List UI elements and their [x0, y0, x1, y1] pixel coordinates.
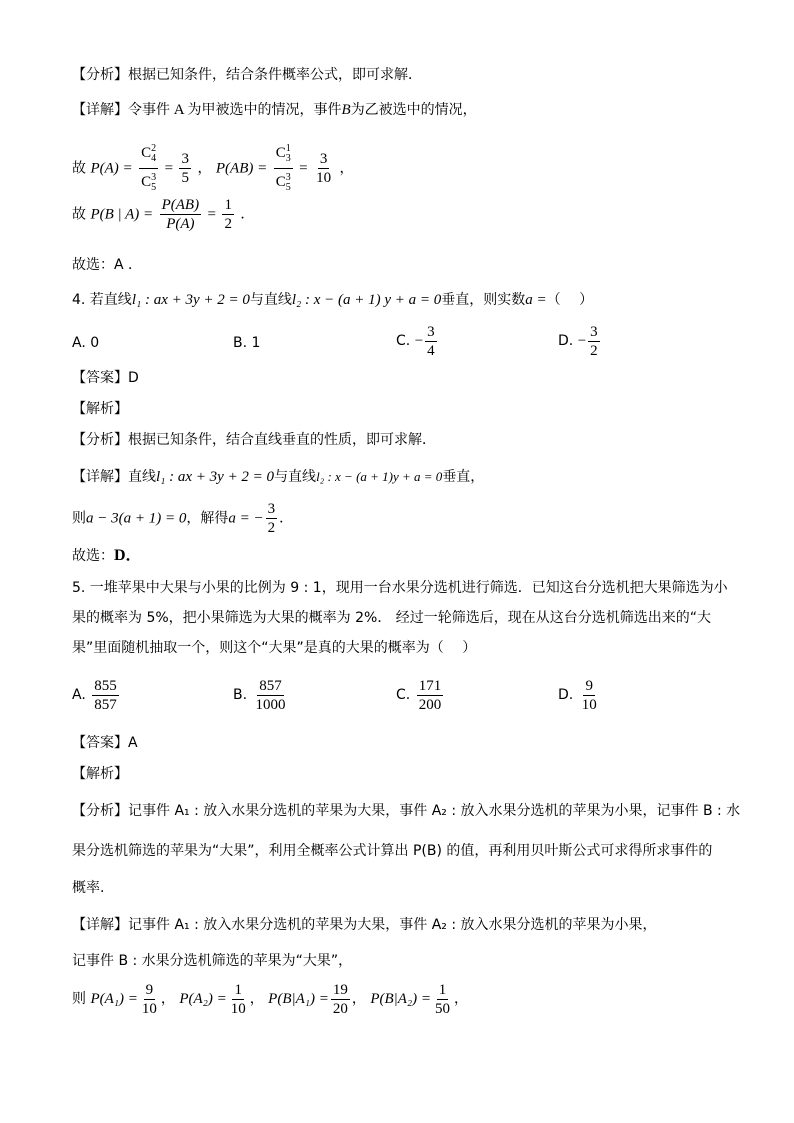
q4-jiexi: 【解析】 [72, 401, 128, 417]
p2-frac: $\frac{1}{10}$ [230, 981, 246, 1017]
text: A. [72, 687, 86, 703]
q5-detail-1: 【详解】记事件 A₁ : 放入水果分选机的苹果为大果，事件 A₂ : 放入水果分选机的苹果为小果， [72, 917, 657, 933]
q5-option-c [396, 676, 445, 714]
text: D. [558, 333, 574, 349]
q5-line-1: 5. 一堆苹果中大果与小果的比例为 9 : 1，现用一台水果分选机进行筛选．已知这台分选机把大果筛选为小 [72, 580, 728, 596]
p1-lhs: P(A₁) = [90, 991, 138, 1007]
text: 4. 若直线 [72, 292, 132, 308]
p2-lhs: P(A₂) = [179, 991, 227, 1007]
s3-analysis: 【分析】根据已知条件，结合条件概率公式，即可求解． [72, 67, 422, 83]
text: 垂直， [442, 469, 485, 485]
q5-jiexi: 【解析】 [72, 766, 128, 782]
comb-frac-2: $\frac{C^1_3}{C^3_5}$ [274, 140, 293, 197]
line-l1: l₁ : ax + 3y + 2 = 0 [156, 469, 275, 485]
event-b: B [341, 102, 351, 118]
q5-analysis-2: 果分选机筛选的苹果为“大果”，利用全概率公式计算出 P(B) 的值，再利用贝叶斯公式可求得所求事件的 [72, 843, 713, 859]
q5-line-3: 果”里面随机抽取一个，则这个“大果”是真的大果的概率为（ ） [72, 640, 477, 656]
line-l1: l₁ : ax + 3y + 2 = 0 [131, 292, 250, 308]
opt-c-frac: $\frac{3}{4}$ [427, 323, 435, 359]
eq1: a − 3(a + 1) = 0 [86, 510, 187, 527]
q4-option-b: B. 1 [233, 335, 261, 351]
text: ， [454, 991, 469, 1007]
text: ，解得 [186, 510, 229, 527]
s3-formula-2: 故 P(B | A) = $\frac{P(AB)}{P(A)}$ = $\frac{1}{2}$ ． [72, 197, 255, 232]
choice-d: D． [114, 547, 142, 564]
text: B. [233, 687, 248, 703]
q4-detail [72, 467, 484, 487]
pa-lhs: P(A) = [90, 160, 133, 177]
pba-frac: $\frac{P(AB)}{P(A)}$ [161, 197, 200, 232]
q4-option-a: A. 0 [72, 335, 100, 351]
line-l2: l₂ : x − (a + 1) y + a = 0 [291, 292, 442, 308]
text: 垂直，则实数 [441, 292, 526, 308]
s3-detail [72, 100, 477, 120]
event-a: A [170, 102, 188, 118]
a-eq: a = [525, 292, 547, 308]
q5-analysis-1: 【分析】记事件 A₁ : 放入水果分选机的苹果为大果，事件 A₂ : 放入水果分选机的苹果为小果，记事件 B : 水 [72, 803, 741, 819]
opt-b-frac: $\frac{857}{1000}$ [255, 677, 286, 713]
q5-answer: 【答案】A [72, 735, 138, 751]
text: 故选： [72, 548, 114, 564]
text: 与直线 [249, 292, 292, 308]
text: 与直线 [274, 469, 317, 485]
text: ， [339, 160, 354, 177]
text: 【详解】直线 [72, 469, 156, 485]
p1-frac: $\frac{9}{10}$ [141, 981, 157, 1017]
pa-frac: $\frac{3}{5}$ [181, 151, 189, 186]
eq2-frac: $\frac{3}{2}$ [267, 501, 276, 536]
pab-lhs: P(AB) = [215, 160, 268, 177]
q4-analysis: 【分析】根据已知条件，结合直线垂直的性质，即可求解． [72, 432, 436, 448]
q4-solve: 则a − 3(a + 1) = 0，解得a = − $\frac{3}{2}$ ． [72, 501, 294, 536]
text: 为乙被选中的情况， [350, 102, 477, 118]
opt-d-frac: $\frac{3}{2}$ [590, 323, 598, 359]
text: ， [249, 991, 264, 1007]
q5-line-2: 果的概率为 5%，把小果筛选为大果的概率为 2%． 经过一轮筛选后，现在从这台分选机筛选出来的“大 [72, 610, 712, 626]
opt-c-frac: $\frac{171}{200}$ [418, 677, 442, 713]
p4-frac: $\frac{1}{50}$ [435, 981, 451, 1017]
text: 【详解】令事件 [72, 102, 170, 118]
opt-d-frac: $\frac{9}{10}$ [581, 677, 597, 713]
q5-detail-2: 记事件 B : 水果分选机筛选的苹果为“大果”， [72, 953, 353, 969]
pab-frac: $\frac{3}{10}$ [316, 151, 332, 186]
eq2: a = − [228, 510, 264, 527]
opt-a-frac: $\frac{855}{857}$ [94, 677, 117, 713]
text: C. [396, 333, 411, 349]
s3-formula-1: 故 P(A) = $\frac{C^2_4}{C^3_5}$ = $\frac{3}{5}$ ， P(AB) = $\frac{C^1_3}{C^3_5}$ = $\frac{3}{10}$ ， [72, 140, 354, 197]
q4-stem [72, 290, 593, 310]
q5-probabilities [72, 980, 468, 1018]
pba-res-frac: $\frac{1}{2}$ [224, 197, 232, 232]
q5-option-a [72, 676, 121, 714]
text: 则 [72, 991, 86, 1007]
line-l2: l₂ : x − (a + 1)y + a = 0 [316, 469, 443, 484]
q4-option-c: C. − $\frac{3}{4}$ [396, 323, 435, 359]
text: ， [160, 991, 175, 1007]
p3-frac: $\frac{19}{20}$ [332, 981, 348, 1017]
text: ， [197, 160, 212, 177]
text: ． [240, 206, 255, 223]
text: C. [396, 687, 411, 703]
p3-lhs: P(B|A₁) = [268, 991, 329, 1007]
q4-choice [72, 546, 142, 566]
comb-frac-1: $\frac{C^2_4}{C^3_5}$ [139, 140, 158, 197]
q5-option-d [558, 676, 601, 714]
q5-analysis-3: 概率. [72, 880, 105, 896]
p4-lhs: P(B|A₂) = [370, 991, 432, 1007]
text: 故 [72, 206, 86, 223]
text: 故 [72, 160, 86, 177]
s3-choice: 故选：A ． [72, 257, 143, 273]
q4-answer: 【答案】D [72, 370, 139, 386]
text: D. [558, 687, 574, 703]
q5-option-b [233, 676, 290, 714]
text: ， [351, 991, 366, 1007]
pba-lhs: P(B | A) = [90, 206, 154, 223]
text: 则 [72, 510, 86, 527]
q4-option-d: D. − $\frac{3}{2}$ [558, 323, 598, 359]
text: （ ） [546, 292, 594, 308]
text: 为甲被选中的情况，事件 [187, 102, 342, 118]
